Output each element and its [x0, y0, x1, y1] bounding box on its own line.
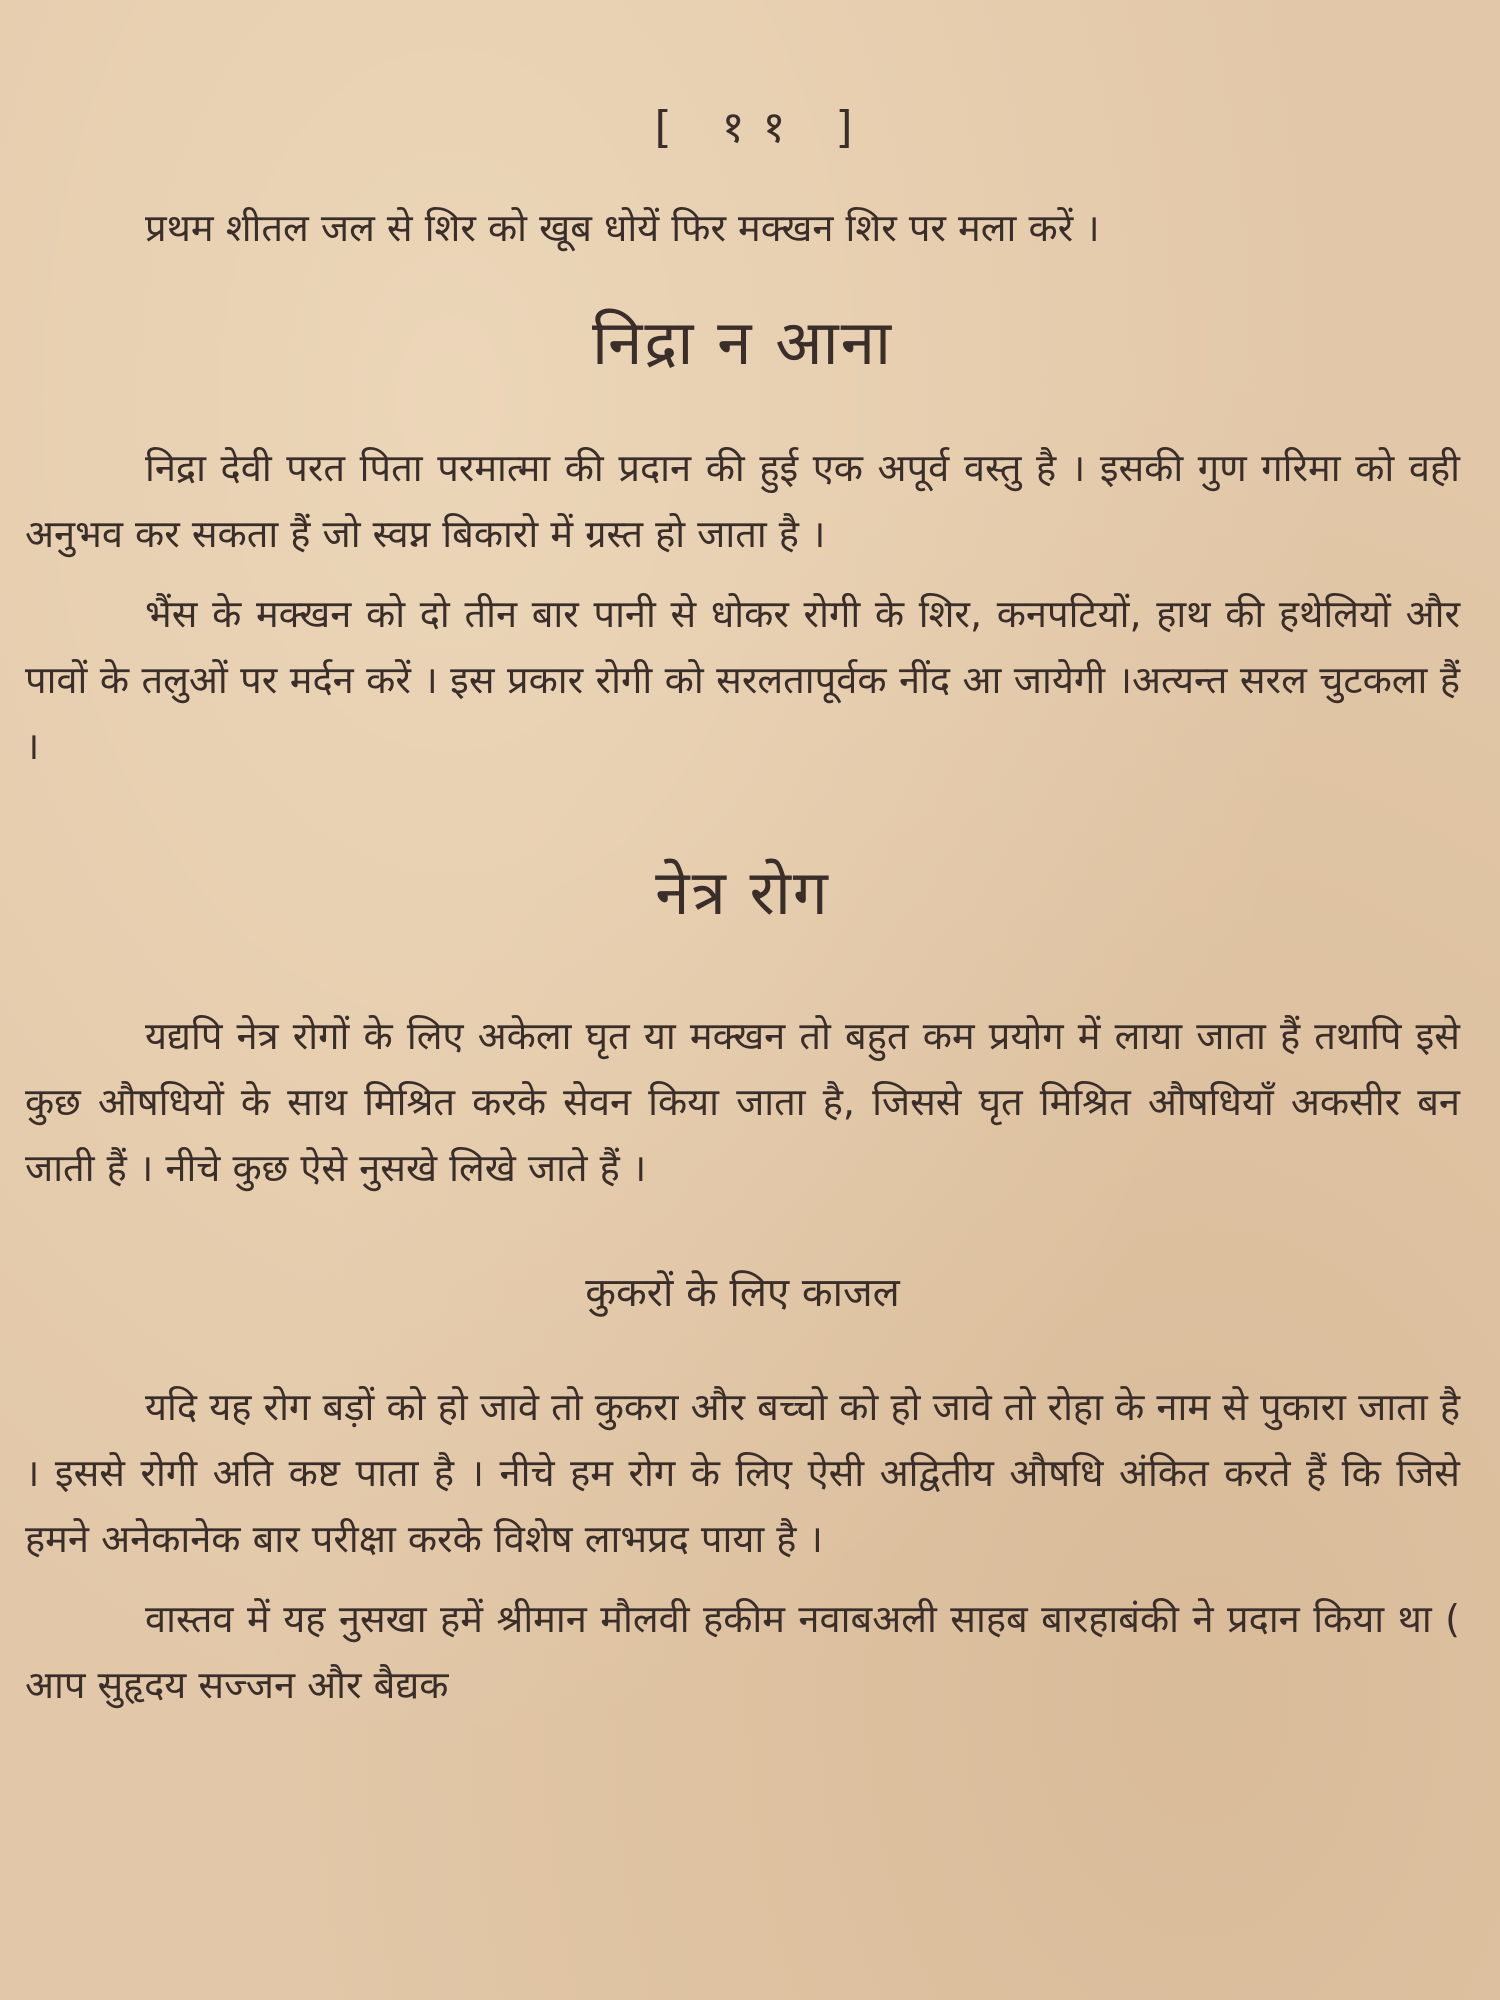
page-number: [ ११ ]: [654, 102, 871, 153]
heading-netra: नेत्र रोग: [655, 856, 830, 929]
kukron-paragraph-2: वास्तव में यह नुसखा हमें श्रीमान मौलवी हकीम नवाबअली साहब बारहाबंकी ने प्रदान किया था ( आप सुहृदय सज्जन और बैद्यक: [25, 1597, 1460, 1707]
heading-nidra: निद्रा न आना: [591, 306, 894, 379]
nidra-paragraph-1: निद्रा देवी परत पिता परमात्मा की प्रदान की हुई एक अपूर्व वस्तु है । इसकी गुण गरिमा को वही अनुभव कर सकता हैं जो स्वप्न बिकारो में ग्रस्त हो जाता है ।: [25, 446, 1460, 556]
heading-kukron: कुकरों के लिए काजल: [585, 1270, 900, 1316]
netra-paragraph-1: यद्यपि नेत्र रोगों के लिए अकेला घृत या मक्खन तो बहुत कम प्रयोग में लाया जाता हैं तथापि इसे कुछ औषधियों के साथ मिश्रित करके सेवन किया जाता है, जिससे घृत मिश्रित औषधियाँ अकसीर बन जाती हैं । नीचे कुछ ऐसे नुसखे लिखे जाते हैं ।: [25, 1014, 1460, 1190]
intro-paragraph: प्रथम शीतल जल से शिर को खूब धोयें फिर मक्खन शिर पर मला करें ।: [145, 206, 1100, 250]
nidra-paragraph-2: भैंस के मक्खन को दो तीन बार पानी से धोकर रोगी के शिर, कनपटियों, हाथ की हथेलियों और पावों के तलुओं पर मर्दन करें । इस प्रकार रोगी को सरलतापूर्वक नींद आ जायेगी ।अत्यन्त सरल चुटकला हैं ।: [25, 592, 1460, 768]
kukron-paragraph-1: यदि यह रोग बड़ों को हो जावे तो कुकरा और बच्चो को हो जावे तो रोहा के नाम से पुकारा जाता है । इससे रोगी अति कष्ट पाता है । नीचे हम रोग के लिए ऐसी अद्वितीय औषधि अंकित करते हैं कि जिसे हमने अनेकानेक बार परीक्षा करके विशेष लाभप्रद पाया है ।: [25, 1385, 1460, 1561]
